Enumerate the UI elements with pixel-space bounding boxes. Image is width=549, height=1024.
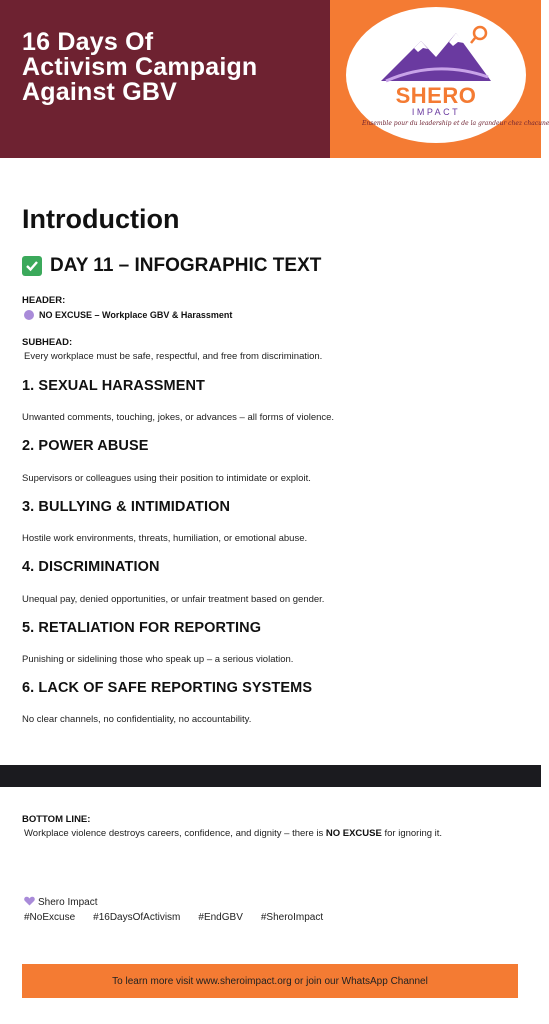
section-title: 1. SEXUAL HARASSMENT	[22, 378, 206, 394]
section-text: Supervisors or colleagues using their position to intimidate or exploit.	[22, 473, 311, 484]
hashtag: #16DaysOfActivism	[93, 912, 181, 923]
logo-wordmark: SHERO	[395, 83, 477, 108]
bottom-line-text-after: for ignoring it.	[381, 828, 443, 839]
section-title: 6. LACK OF SAFE REPORTING SYSTEMS	[22, 680, 313, 696]
logo-panel	[330, 0, 549, 158]
divider-bar	[0, 765, 541, 787]
section-text: Hostile work environments, threats, humiliation, or emotional abuse.	[22, 533, 308, 544]
footer-link-text[interactable]: To learn more visit www.sheroimpact.org or join our WhatsApp Channel	[112, 975, 428, 987]
bottom-line-text	[24, 828, 442, 839]
subhead-text: Every workplace must be safe, respectful, and free from discrimination.	[24, 351, 323, 362]
section-text: Unequal pay, denied opportunities, or unfair treatment based on gender.	[22, 594, 325, 605]
purple-heart-icon	[24, 896, 35, 909]
signature	[24, 896, 97, 909]
section-text: Punishing or sidelining those who speak up – a serious violation.	[22, 654, 294, 665]
page-title: Introduction	[22, 204, 180, 234]
hashtag-list	[24, 912, 341, 923]
header-text: NO EXCUSE – Workplace GBV & Harassment	[39, 310, 233, 320]
bottom-line-emphasis: NO EXCUSE	[325, 828, 382, 839]
section-title: 5. RETALIATION FOR REPORTING	[22, 620, 262, 636]
day-heading	[22, 255, 321, 277]
subhead-label: SUBHEAD:	[22, 337, 73, 348]
section-title: 4. DISCRIMINATION	[22, 559, 160, 575]
logo-subtitle: IMPACT	[411, 107, 461, 117]
banner-title-line: Against GBV	[22, 78, 177, 106]
banner-title-line: 16 Days Of	[22, 28, 154, 56]
header-line	[24, 310, 232, 320]
day-heading-text: DAY 11 – INFOGRAPHIC TEXT	[50, 255, 322, 276]
section-title: 3. BULLYING & INTIMIDATION	[22, 499, 231, 515]
section-text: No clear channels, no confidentiality, no accountability.	[22, 714, 252, 725]
logo-tagline: Ensemble pour du leadership et de la grandeur chez chacune	[362, 120, 549, 127]
footer-banner	[22, 964, 518, 998]
bottom-line-label: BOTTOM LINE:	[22, 814, 91, 825]
hashtag: #EndGBV	[198, 912, 243, 923]
shero-impact-logo	[346, 7, 549, 143]
banner-title	[22, 30, 257, 105]
purple-circle-icon	[24, 310, 34, 320]
banner-title-line: Activism Campaign	[22, 53, 258, 81]
hashtag: #SheroImpact	[260, 912, 324, 923]
section-title: 2. POWER ABUSE	[22, 438, 149, 454]
banner-title-panel	[0, 0, 330, 158]
header-label: HEADER:	[22, 295, 66, 306]
top-banner	[0, 0, 549, 158]
section-text: Unwanted comments, touching, jokes, or advances – all forms of violence.	[22, 412, 335, 423]
hashtag: #NoExcuse	[24, 912, 76, 923]
signature-name: Shero Impact	[38, 897, 98, 908]
mountain-logo-icon	[376, 19, 496, 87]
check-mark-icon	[22, 256, 42, 276]
bottom-line-text-before: Workplace violence destroys careers, confidence, and dignity – there is	[24, 828, 326, 839]
